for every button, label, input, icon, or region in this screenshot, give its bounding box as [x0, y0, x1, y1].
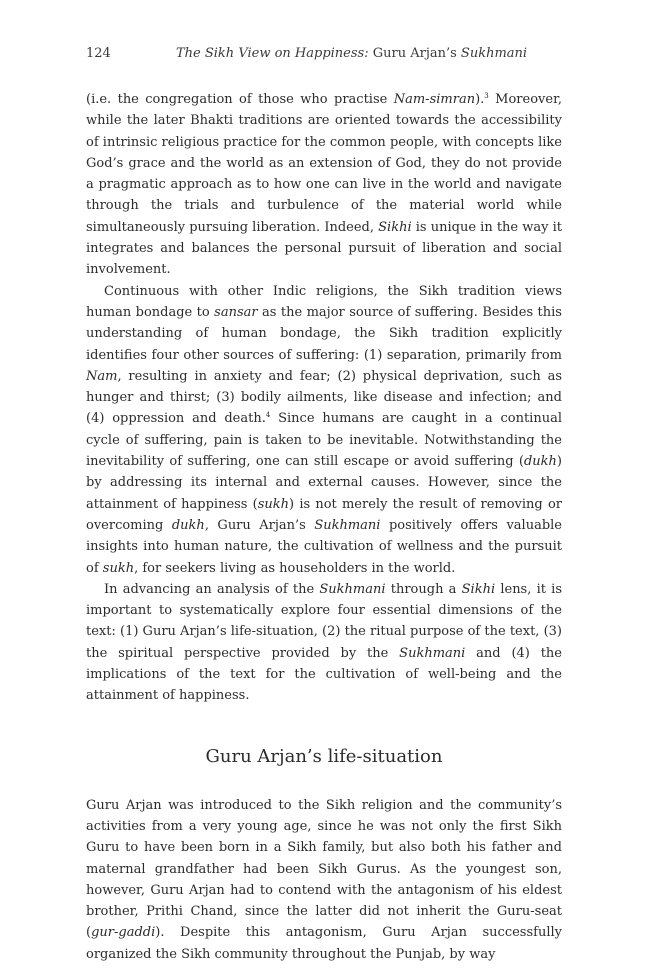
text-run: positively offers valuable insights into human nature, the cultivation of wellness and the pursuit of	[86, 517, 562, 576]
text-run: In advancing an analysis of the	[104, 581, 320, 597]
italic-term: gur-gaddi	[91, 925, 156, 941]
text-run: as the major source of suffering. Besides this understanding of human bondage, the Sikh tradition explicitly identifies four other sources of suffering: (1) separation, primarily from	[86, 304, 562, 363]
italic-term: Sukhmani	[399, 645, 466, 661]
italic-term: Nam	[86, 368, 118, 384]
text-run: Moreover, while the later Bhakti traditions are oriented towards the accessibility of intrinsic religious practice for the common people, with concepts like God’s grace and the world as an extension of God, they do not provide a pragmatic approach as to how one can live in the world and navigate through the trials and turbulence of the material world while simultaneously pursuing liberation. Indeed,	[86, 92, 562, 235]
text-run: and (4) the implications of the text for the cultivation of well-being and the attainment of happiness.	[86, 645, 562, 704]
running-title-italic-2: Sukhmani	[460, 46, 528, 61]
italic-term: Sukhmani	[314, 517, 381, 533]
body-text	[86, 89, 562, 965]
section-heading: Guru Arjan’s life-situation	[205, 745, 443, 767]
text-run: is unique in the way it integrates and balances the personal pursuit of liberation and social involvement.	[86, 219, 562, 278]
paragraph	[86, 89, 562, 281]
italic-term: sukh	[257, 496, 290, 512]
text-run: (i.e. the congregation of those who practise	[86, 92, 394, 107]
italic-term: Sukhmani	[319, 581, 386, 597]
running-title-italic: The Sikh View on Happiness:	[176, 46, 369, 61]
running-title	[176, 45, 527, 63]
page-number: 124	[86, 46, 111, 61]
text-run: ).	[475, 92, 485, 107]
footnote-ref: 3	[484, 92, 489, 100]
text-run: ) is not merely the result of removing or overcoming	[86, 496, 562, 533]
paragraph	[86, 795, 562, 965]
text-run: ). Despite this antagonism, Guru Arjan successfully organized the Sikh community throughout the Punjab, by way	[86, 925, 562, 962]
italic-term: Sikhi	[461, 581, 496, 597]
text-run: , resulting in anxiety and fear; (2) physical deprivation, such as hunger and thirst; (3) bodily ailments, like disease and infection; and (4) oppression and death.	[86, 368, 562, 427]
text-run: through a	[385, 581, 462, 597]
text-run: Since humans are caught in a continual cycle of suffering, pain is taken to be inevitable. Notwithstanding the inevitability of suffering, one can still escape or avoid suffering (	[86, 411, 562, 470]
paragraph	[86, 281, 562, 579]
text-run: , Guru Arjan’s	[204, 517, 315, 533]
paragraph	[86, 579, 562, 707]
italic-term: Nam-simran	[393, 92, 476, 107]
running-title-roman: Guru Arjan’s	[368, 46, 461, 61]
text-run: Continuous with other Indic religions, the Sikh tradition views human bondage to	[86, 283, 562, 320]
italic-term: sukh	[102, 560, 135, 576]
italic-term: Sikhi	[378, 219, 412, 235]
text-run: , for seekers living as householders in the world.	[134, 560, 456, 576]
text-run: ) by addressing its internal and external causes. However, since the attainment of happiness (	[86, 454, 562, 512]
italic-term: dukh	[171, 517, 205, 533]
italic-term: sansar	[214, 304, 258, 320]
text-run: Guru Arjan was introduced to the Sikh religion and the community’s activities from a very young age, since he was not only the first Sikh Guru to have been born in a Sikh family, but also both his father and maternal grandfather had been Sikh Gurus. As the youngest son, however, Guru Arjan had to contend with the antagonism of his eldest brother, Prithi Chand, since the latter did not inherit the Guru-seat (	[86, 797, 562, 941]
text-run: lens, it is important to systematically explore four essential dimensions of the text: (1) Guru Arjan’s life-situation, (2) the ritual purpose of the text, (3) the spiritual perspective provided by the	[86, 581, 563, 661]
italic-term: dukh	[523, 454, 557, 470]
footnote-ref: 4	[265, 411, 271, 420]
